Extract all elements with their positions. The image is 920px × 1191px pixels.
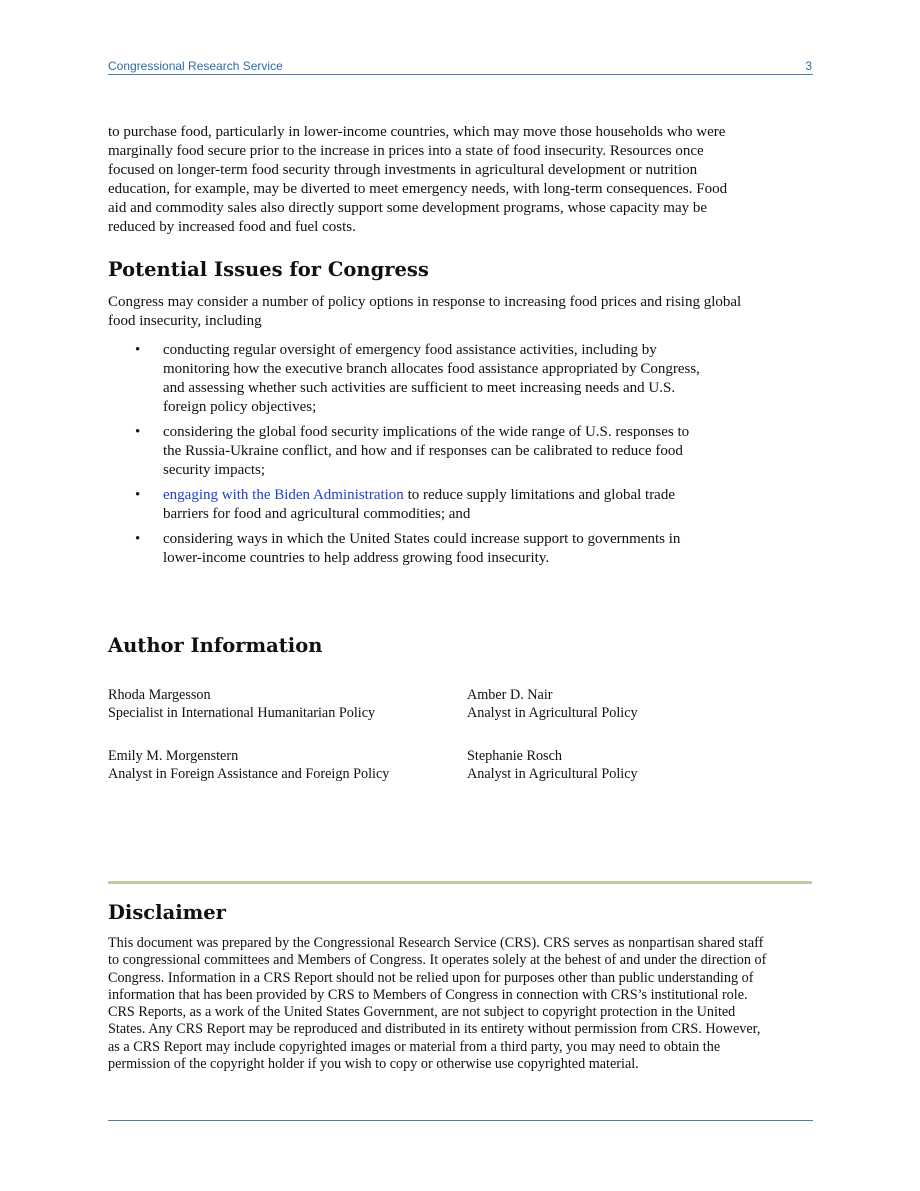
list-item [108,486,768,524]
text-line: conducting regular oversight of emergency food assistance activities, including by [163,342,657,358]
text-line: marginally food secure prior to the increase in prices into a state of food insecurity. Resources once [108,143,704,159]
author-title: Analyst in Agricultural Policy [467,705,638,721]
text-line: and assessing whether such activities are sufficient to meet increasing needs and U.S. [163,380,676,396]
author-name: Amber D. Nair [467,687,553,703]
header-org-name: Congressional Research Service [108,59,283,73]
list-item [108,530,768,568]
biden-administration-link[interactable]: engaging with the Biden Administration [163,487,404,503]
text-line: focused on longer-term food security through investments in agricultural development or nutrition [108,162,698,178]
text-line: as a CRS Report may include copyrighted images or material from a third party, you may need to obtain the [108,1038,721,1055]
policy-options-list [108,341,768,574]
text-line: Congress. Information in a CRS Report should not be relied upon for purposes other than public understanding of [108,969,754,986]
author-name: Rhoda Margesson [108,687,211,703]
text-line: permission of the copyright holder if you wish to copy or otherwise use copyrighted material. [108,1056,639,1073]
text-line: to reduce supply limitations and global trade [403,487,675,503]
text-line: lower-income countries to help address growing food insecurity. [163,550,550,566]
disclaimer-paragraph [108,935,812,1073]
intro-paragraph [108,123,818,237]
bullet-icon: • [135,531,141,547]
section-heading-author: Author Information [108,634,323,657]
text-line: CRS Reports, as a work of the United States Government, are not subject to copyright protection in the United [108,1004,736,1021]
bullet-icon: • [135,424,141,440]
text-line: considering the global food security implications of the wide range of U.S. responses to [163,424,690,440]
text-line: information that has been provided by CRS to Members of Congress in connection with CRS’s institutional role. [108,986,748,1003]
author-title: Specialist in International Humanitarian Policy [108,705,376,721]
text-line: barriers for food and agricultural commodities; and [163,506,471,522]
author-title: Analyst in Foreign Assistance and Foreign Policy [108,766,390,782]
author-block [108,686,375,722]
running-header [108,57,813,75]
text-line: the Russia-Ukraine conflict, and how and if responses can be calibrated to reduce food [163,443,683,459]
author-block [467,686,638,722]
list-item [108,423,768,480]
section-divider [108,881,812,884]
text-line: to congressional committees and Members of Congress. It operates solely at the behest of and under the direction of [108,952,767,969]
issues-lead-paragraph [108,293,818,331]
text-line: education, for example, may be diverted to meet emergency needs, with long-term consequences. Food [108,181,728,197]
page-number: 3 [805,59,812,73]
text-line: considering ways in which the United States could increase support to governments in [163,531,681,547]
author-title: Analyst in Agricultural Policy [467,766,638,782]
text-line: food insecurity, including [108,313,262,329]
author-name: Emily M. Morgenstern [108,748,239,764]
text-line: Congress may consider a number of policy options in response to increasing food prices and rising global [108,294,742,310]
list-item [108,341,768,417]
author-name: Stephanie Rosch [467,748,562,764]
author-block [467,747,638,783]
section-heading-issues: Potential Issues for Congress [108,258,429,281]
footer-rule [108,1120,813,1121]
text-line: reduced by increased food and fuel costs. [108,219,356,235]
section-heading-disclaimer: Disclaimer [108,901,226,924]
author-block [108,747,389,783]
text-line: aid and commodity sales also directly support some development programs, whose capacity may be [108,200,708,216]
bullet-icon: • [135,487,141,503]
text-line: This document was prepared by the Congressional Research Service (CRS). CRS serves as nonpartisan shared staff [108,935,764,951]
text-line: States. Any CRS Report may be reproduced and distributed in its entirety without permission from CRS. However, [108,1021,761,1038]
text-line: security impacts; [163,462,266,478]
text-line: monitoring how the executive branch allocates food assistance appropriated by Congress, [163,361,700,377]
text-line: foreign policy objectives; [163,399,317,415]
text-line: to purchase food, particularly in lower-income countries, which may move those households who were [108,124,726,140]
bullet-icon: • [135,342,141,358]
